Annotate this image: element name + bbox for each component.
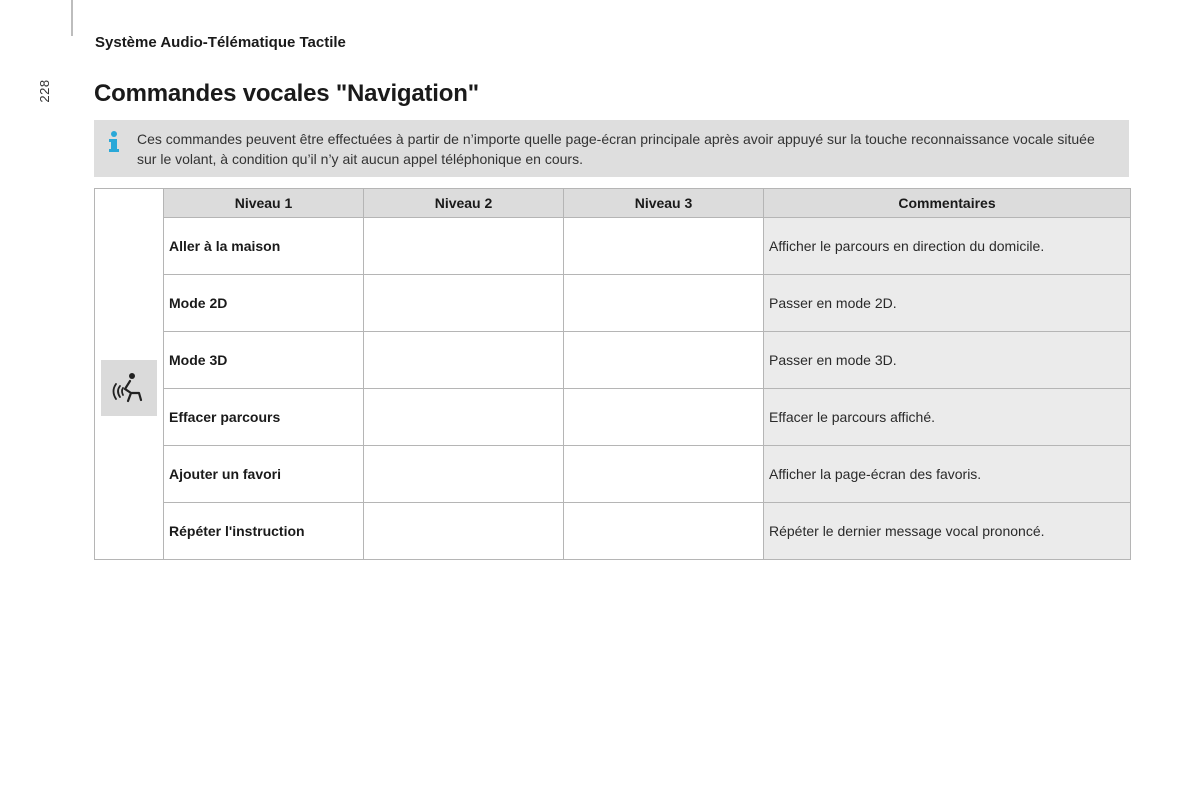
cell-comment: Passer en mode 2D. [764, 275, 1131, 332]
cell-comment: Afficher le parcours en direction du domicile. [764, 218, 1131, 275]
voice-commands-table [94, 188, 1131, 560]
cell-level1: Effacer parcours [164, 389, 364, 446]
cell-level3 [564, 446, 764, 503]
cell-level2 [364, 218, 564, 275]
cell-comment: Répéter le dernier message vocal prononcé. [764, 503, 1131, 560]
cell-level3 [564, 332, 764, 389]
table-row [95, 389, 1131, 446]
cell-level1: Aller à la maison [164, 218, 364, 275]
voice-icon-cell [95, 218, 164, 560]
cell-level2 [364, 332, 564, 389]
icon-column-header [95, 189, 164, 218]
page-title: Commandes vocales "Navigation" [94, 80, 479, 107]
page-number: 228 [36, 79, 52, 103]
cell-level2 [364, 503, 564, 560]
cell-level3 [564, 389, 764, 446]
info-text: Ces commandes peuvent être effectuées à partir de n’importe quelle page-écran principale après avoir appuyé sur la touche reconnaissance vocale située sur le volant, à condition qu’il n’y ait aucun appel téléphonique en cours. [137, 131, 1095, 167]
cell-level2 [364, 389, 564, 446]
cell-comment: Afficher la page-écran des favoris. [764, 446, 1131, 503]
cell-level1: Mode 3D [164, 332, 364, 389]
top-divider [71, 0, 73, 36]
table-row [95, 332, 1131, 389]
cell-comment: Effacer le parcours affiché. [764, 389, 1131, 446]
cell-level2 [364, 446, 564, 503]
cell-level1: Mode 2D [164, 275, 364, 332]
table-row [95, 446, 1131, 503]
cell-comment: Passer en mode 3D. [764, 332, 1131, 389]
section-header: Système Audio-Télématique Tactile [95, 34, 346, 51]
info-box [94, 120, 1129, 177]
voice-command-icon [101, 360, 157, 416]
cell-level3 [564, 503, 764, 560]
cell-level1: Ajouter un favori [164, 446, 364, 503]
table-row [95, 503, 1131, 560]
cell-level3 [564, 218, 764, 275]
table-row [95, 218, 1131, 275]
column-header-level3: Niveau 3 [564, 189, 764, 218]
column-header-level1: Niveau 1 [164, 189, 364, 218]
cell-level3 [564, 275, 764, 332]
column-header-comments: Commentaires [764, 189, 1131, 218]
cell-level2 [364, 275, 564, 332]
cell-level1: Répéter l'instruction [164, 503, 364, 560]
column-header-level2: Niveau 2 [364, 189, 564, 218]
table-row [95, 275, 1131, 332]
table-header-row [95, 189, 1131, 218]
info-icon [106, 129, 122, 155]
